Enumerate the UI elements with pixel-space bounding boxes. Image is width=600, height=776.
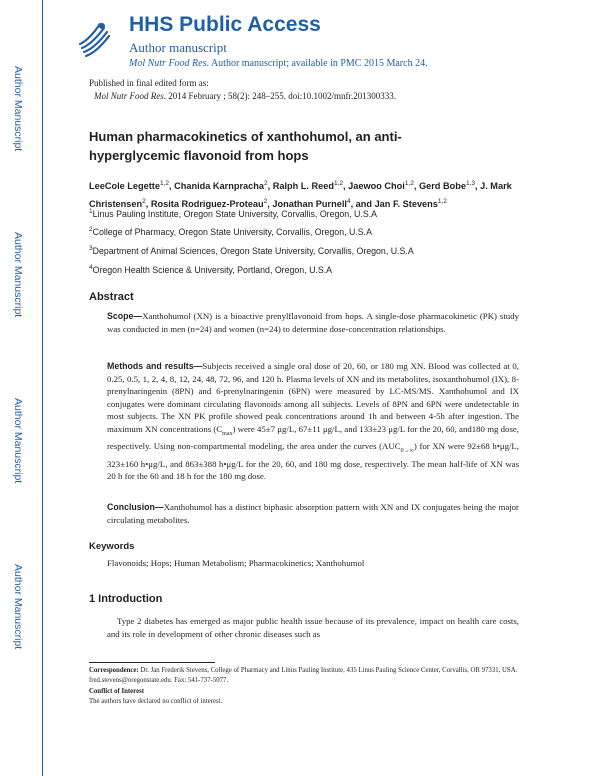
author-name: Ralph L. Reed [272,181,334,192]
author-separator: , [474,181,481,192]
affiliation-text: College of Pharmacy, Oregon State University, Corvallis, Oregon, U.S.A [92,226,372,237]
author-list [89,176,519,212]
affiliation-1 [89,208,519,219]
conflict-heading: Conflict of Interest [89,688,144,695]
author-affiliation-marker: 2 [263,198,268,206]
scope-label: Scope— [107,311,143,321]
hhs-eagle-logo-icon [78,18,110,58]
abstract-scope [107,310,519,335]
correspondence-label: Correspondence: [89,667,139,674]
scope-text: Xanthohumol (XN) is a bioactive prenylflavonoid from hops. A single-dose pharmacokinetic (PK) study was conducted in men (n=24) and women (n=24) to determine dose-concentration relationships. [107,311,519,334]
auc-subscript: 0→∞ [400,448,414,455]
citation-journal: Mol Nutr Food Res [94,91,164,101]
author-name: Jonathan Purnell [272,199,347,210]
sidebar-label: Author Manuscript [12,66,24,152]
keywords-heading: Keywords [89,541,135,552]
author-separator: , [413,181,419,192]
methods-text-3: ) for XN were 92±68 h•μg/L, 323±160 h•μg/L, and 863±388 h•μg/L for the 20, 60, and 180 mg dose, respectively. The mean half-life of XN was 20 h for the 60 and 18 h for the 180 mg dose. [107,441,519,482]
abstract-conclusion [107,501,519,526]
author-name: Chanida Karnpracha [174,181,264,192]
affiliation-text: Linus Pauling Institute, Oregon State University, Corvallis, Oregon, U.S.A [92,208,378,219]
correspondence-text: Dr. Jan Frederik Stevens, College of Pharmacy and Linus Pauling Institute, 435 Linus Pauling Science Center, Corvallis, OR 97331, USA. fred.stevens@oregonstate.edu. Fax: 541-737-5077. [89,667,518,684]
author-name: LeeCole Legette [89,181,160,192]
abstract-methods [107,360,519,483]
author-affiliation-marker: 2 [263,180,268,187]
published-in-label: Published in final edited form as: [89,78,209,88]
author-separator: , [145,199,151,210]
journal-name: Mol Nutr Food Res [129,58,207,69]
author-name: J. Mark Christensen [89,181,512,210]
author-affiliation-marker: 1,3 [465,180,475,187]
author-separator: , [169,181,175,192]
author-name: Rosita Rodriguez-Proteau [150,199,264,210]
author-affiliation-marker: 1,2 [404,180,414,187]
sidebar-label: Author Manuscript [12,232,24,318]
author-name: Gerd Bobe [418,181,466,192]
introduction-text: Type 2 diabetes has emerged as major public health issue because of its prevalence, impact on health care costs, and its role in development of other chronic diseases such as [107,616,519,639]
keywords-text: Flavonoids; Hops; Human Metabolism; Pharmacokinetics; Xanthohumol [107,558,365,568]
correspondence-footnote [89,666,519,686]
author-separator: , and [350,199,375,210]
conclusion-text: Xanthohumol has a distinct biphasic absorption pattern with XN and IX conjugates being the major circulating metabolites. [107,502,519,525]
affiliation-number: 3 [89,245,93,252]
author-separator: , [267,181,273,192]
affiliation-number: 1 [89,208,93,215]
author-name: Jaewoo Choi [348,181,405,192]
affiliation-2 [89,226,519,237]
methods-text-1: Subjects received a single oral dose of 20, 60, or 180 mg XN. Blood was collected at 0, 0.25, 0.5, 1, 2, 4, 8, 12, 24, 48, 72, 96, and 120 h. Plasma levels of XN and its metabolites, isoxanthohumol (IX), 8-prenylnaringenin (8PN) and 6-prenylnaringenin (6PN) were measured by LC-MS/MS. Xanthohumol and IX conjugates were dominant circulating flavonoids among all subjects. Levels of 8PN and 6PN were undetectable in most subjects. The XN PK profile showed peak concentrations around 1h and between 4-5h after ingestion. The maximum XN concentrations (C [107,361,519,434]
affiliation-4 [89,264,519,275]
journal-availability-note [129,58,428,69]
affiliation-3 [89,245,519,256]
affiliation-text: Department of Animal Sciences, Oregon State University, Corvallis, Oregon, U.S.A [92,245,414,256]
abstract-heading: Abstract [89,291,134,303]
affiliation-text: Oregon Health Science & University, Portland, Oregon, U.S.A [92,264,333,275]
hhs-public-access-title: HHS Public Access [129,13,321,36]
sidebar-divider [42,0,43,776]
citation [94,91,396,101]
sidebar-label: Author Manuscript [12,564,24,650]
methods-text-2: ) were 45±7 μg/L, 67±11 μg/L, and 133±23 μg/L for the 20, 60, and180 mg dose, respectively. Using non-compartmental modeling, the area under the curves (AUC [107,423,519,452]
author-affiliation-marker: 2 [142,198,146,206]
author-affiliation-marker: 1,2 [437,198,447,206]
author-manuscript-subtitle: Author manuscript [129,40,227,55]
affiliation-number: 2 [89,226,93,233]
availability-text: . Author manuscript; available in PMC 2015 March 24. [206,58,428,69]
author-name: Jan F. Stevens [374,199,438,210]
article-title: Human pharmacokinetics of xanthohumol, an anti-hyperglycemic flavonoid from hops [89,129,402,163]
cmax-subscript: max [222,430,233,437]
methods-label: Methods and results— [107,361,203,371]
author-affiliation-marker: 1,2 [159,180,170,187]
conclusion-label: Conclusion— [107,502,164,512]
footnote-divider [89,662,215,663]
citation-details: . 2014 February ; 58(2): 248–255. doi:10.1002/mnfr.201300333. [163,91,396,101]
author-affiliation-marker: 4 [346,198,351,206]
sidebar-label: Author Manuscript [12,398,24,484]
author-affiliation-marker: 1,2 [333,180,344,187]
conflict-text: The authors have declared no conflict of interest. [89,698,223,705]
affiliation-number: 4 [89,264,93,271]
author-separator: , [267,199,273,210]
author-manuscript-sidebar [0,0,34,776]
introduction-heading: 1 Introduction [89,593,163,605]
author-separator: , [343,181,349,192]
